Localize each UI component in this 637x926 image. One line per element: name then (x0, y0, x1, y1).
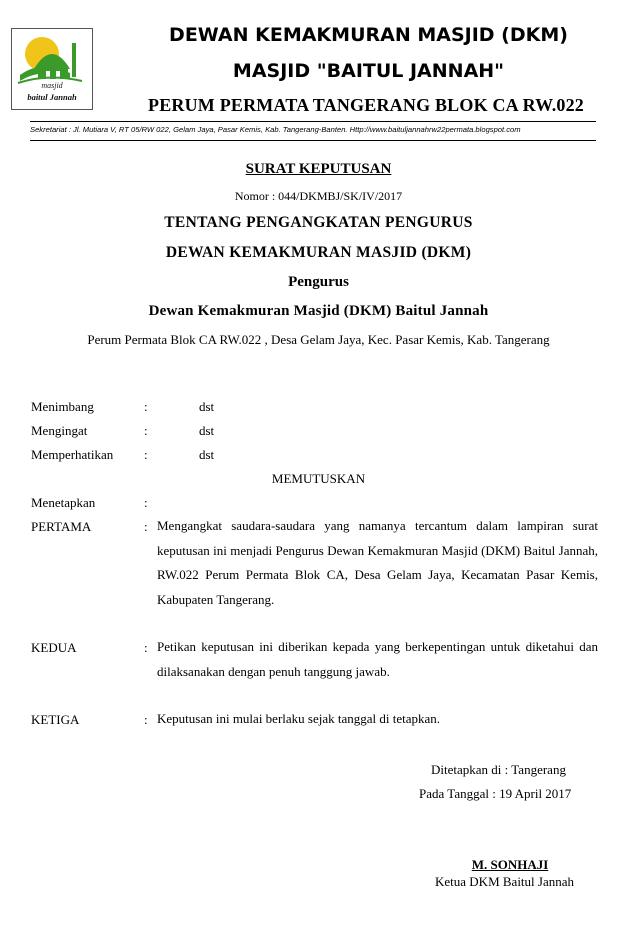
ketiga-text: Keputusan ini mulai berlaku sejak tanggal di tetapkan. (157, 711, 441, 726)
secretariat-address: Sekretariat : Jl. Mutiara V, RT 05/RW 022, Gelam Jaya, Pasar Kemis, Kab. Tangerang-Banten. Http://www.baituljannahrw22permata.blogspot.com (30, 125, 521, 134)
org-name-line3: PERUM PERMATA TANGERANG BLOK CA RW.022 (148, 95, 584, 115)
document-number: Nomor : 044/DKMBJ/SK/IV/2017 (234, 189, 403, 203)
menimbang-value: dst (199, 399, 215, 414)
ketiga-colon: : (144, 712, 148, 727)
kedua-text: Petikan keputusan ini diberikan kepada yang berkepentingan untuk diketahui dan dilaksanakan dengan penuh tanggung jawab. (157, 639, 598, 679)
kedua-label: KEDUA (31, 640, 77, 655)
menetapkan-colon: : (144, 495, 148, 510)
menetapkan-label: Menetapkan (31, 495, 96, 510)
menimbang-label: Menimbang (31, 399, 94, 414)
logo-text-bottom: baitul Jannah (27, 92, 77, 102)
header-rule-top (30, 121, 596, 122)
subject-address: Perum Permata Blok CA RW.022 , Desa Gelam Jaya, Kec. Pasar Kemis, Kab. Tangerang (87, 332, 550, 347)
subject-dewan: Dewan Kemakmuran Masjid (DKM) Baitul Jannah (148, 303, 489, 319)
pertama-colon: : (144, 519, 148, 534)
header-rule-bottom (30, 140, 596, 141)
ditetapkan-di: Ditetapkan di : Tangerang (431, 762, 566, 777)
pertama-text: Mengangkat saudara-saudara yang namanya tercantum dalam lampiran surat keputusan ini menjadi Pengurus Dewan Kemakmuran Masjid (DKM) Baitul Jannah, RW.022 Perum Permata Blok CA, Desa Gelam Jaya, Kecamatan Pasar Kemis, Kabupaten Tangerang. (157, 518, 598, 607)
org-name-line1: DEWAN KEMAKMURAN MASJID (DKM) (169, 24, 568, 46)
masjid-logo (11, 28, 93, 110)
memperhatikan-colon: : (144, 447, 148, 462)
signer-title: Ketua DKM Baitul Jannah (435, 874, 575, 889)
subject-line2: DEWAN KEMAKMURAN MASJID (DKM) (165, 244, 472, 261)
org-name-line2: MASJID "BAITUL JANNAH" (232, 60, 505, 82)
memutuskan-heading: MEMUTUSKAN (271, 471, 366, 486)
menimbang-colon: : (144, 399, 148, 414)
mengingat-colon: : (144, 423, 148, 438)
ketiga-label: KETIGA (31, 712, 80, 727)
document-title: SURAT KEPUTUSAN (245, 161, 392, 177)
subject-line1: TENTANG PENGANGKATAN PENGURUS (164, 214, 473, 231)
pertama-label: PERTAMA (31, 519, 92, 534)
memperhatikan-label: Memperhatikan (31, 447, 114, 462)
logo-text-top: masjid (41, 81, 63, 90)
memperhatikan-value: dst (199, 447, 215, 462)
subject-pengurus: Pengurus (288, 274, 349, 290)
mengingat-value: dst (199, 423, 215, 438)
mengingat-label: Mengingat (31, 423, 88, 438)
kedua-colon: : (144, 640, 148, 655)
signer-name: M. SONHAJI (471, 857, 549, 872)
pada-tanggal: Pada Tanggal : 19 April 2017 (419, 786, 572, 801)
